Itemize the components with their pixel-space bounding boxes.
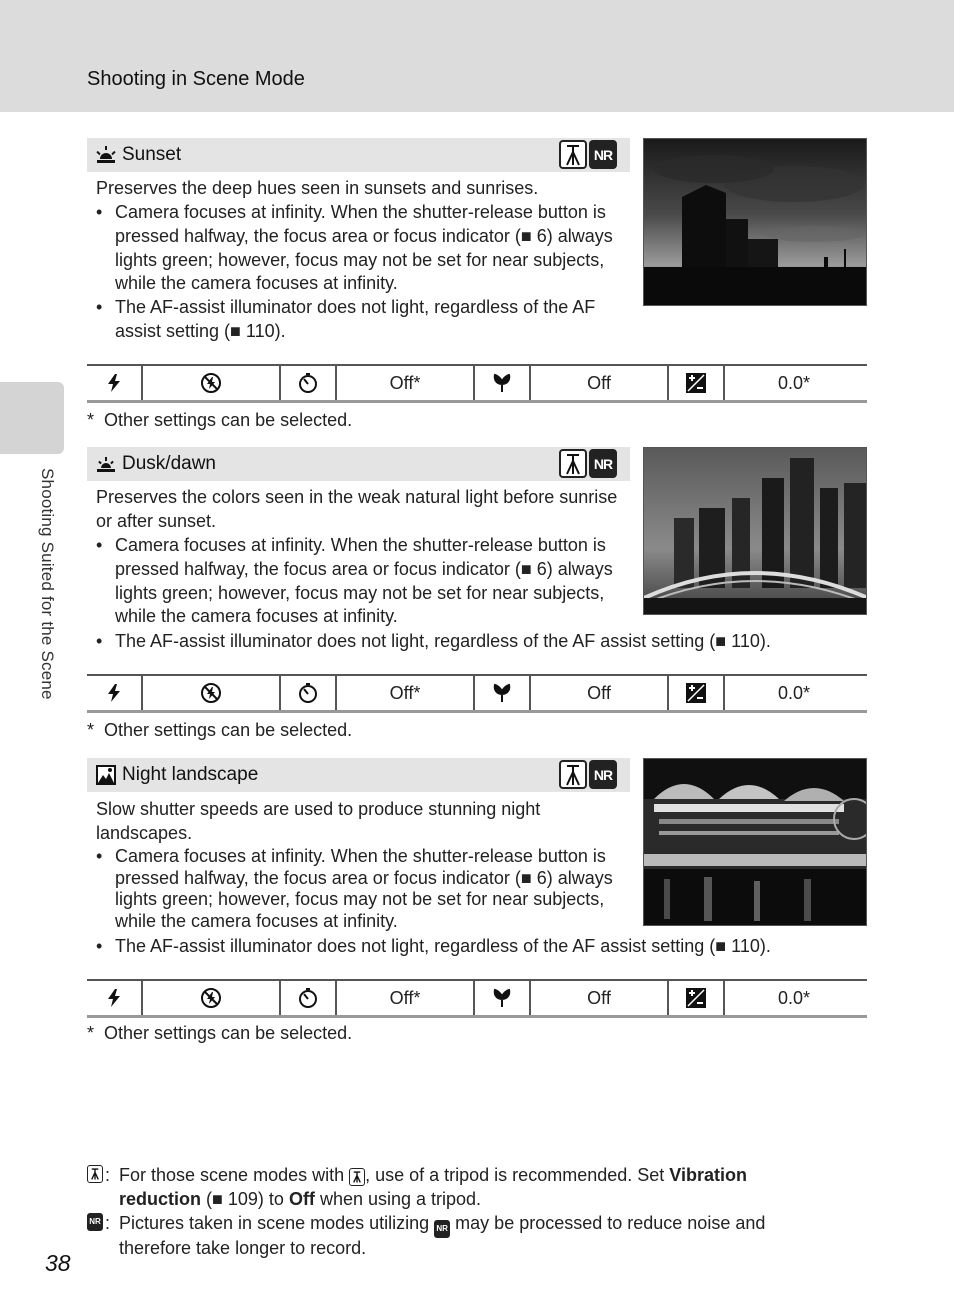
tripod-note-text: For those scene modes with <box>119 1165 350 1185</box>
settings-row <box>87 674 867 713</box>
tripod-badge <box>559 449 587 478</box>
sunset-photo <box>643 138 867 306</box>
settings-note: * Other settings can be selected. <box>87 720 353 740</box>
tripod-icon <box>87 1165 103 1183</box>
page-number: 38 <box>45 1250 71 1276</box>
exposure-cell <box>669 366 725 400</box>
section-sunset <box>87 138 867 438</box>
list-item: • The AF-assist illuminator does not light, regardless of the AF assist setting (■ 110). <box>96 935 816 959</box>
tripod-badge <box>559 760 587 789</box>
exposure-cell <box>669 981 725 1015</box>
section-night-landscape <box>87 758 867 1058</box>
section-bullets <box>96 846 816 959</box>
section-header <box>87 758 630 792</box>
flash-icon <box>105 683 123 703</box>
colon: : <box>105 1213 111 1233</box>
self-timer-icon <box>297 987 319 1009</box>
section-description: Preserves the deep hues seen in sunsets and sunrises. <box>96 178 539 198</box>
tripod-icon <box>564 144 582 166</box>
macro-cell <box>475 366 531 400</box>
exposure-value: 0.0* <box>777 682 811 703</box>
macro-value: Off <box>531 981 669 1015</box>
exposure-compensation-icon <box>685 987 707 1009</box>
section-title: Night landscape <box>122 764 259 785</box>
section-header <box>87 138 630 172</box>
flash-icon <box>105 373 123 393</box>
tripod-footnote <box>87 1163 827 1211</box>
flash-icon <box>105 988 123 1008</box>
nr-note-text: Pictures taken in scene modes utilizing <box>119 1213 435 1233</box>
footnotes <box>87 1163 827 1260</box>
flash-off-icon <box>200 987 222 1009</box>
timer-value: Off* <box>337 366 475 400</box>
self-timer-icon <box>297 372 319 394</box>
settings-row <box>87 364 867 403</box>
exposure-compensation-icon <box>685 682 707 704</box>
section-description: Preserves the colors seen in the weak natural light before sunrise or after sunset. <box>96 487 618 531</box>
colon: : <box>105 1165 111 1185</box>
exposure-value: 0.0* <box>777 372 811 393</box>
self-timer-icon <box>297 682 319 704</box>
list-item: • The AF-assist illuminator does not light, regardless of the AF assist setting (■ 110). <box>96 296 628 344</box>
page-header <box>0 0 954 112</box>
nr-note-text: may be processed to reduce noise and therefore take longer to record. <box>119 1213 766 1258</box>
flash-cell <box>87 366 143 400</box>
section-title: Sunset <box>122 144 182 165</box>
section-title: Dusk/dawn <box>122 453 216 474</box>
flash-off-icon <box>200 682 222 704</box>
flash-off-icon <box>200 372 222 394</box>
macro-icon <box>491 987 513 1009</box>
list-item: • Camera focuses at infinity. When the shutter-release button is pressed halfway, the focus area or focus indicator (■ 6) always lights green; however, focus may not be set for near subjects, while the camera focuses at infinity. <box>96 846 628 932</box>
flash-cell <box>87 981 143 1015</box>
tripod-note-text: when using a tripod. <box>314 1189 482 1209</box>
timer-value: Off* <box>337 676 475 710</box>
exposure-cell <box>669 676 725 710</box>
settings-row <box>87 979 867 1018</box>
mode-badges <box>559 760 617 789</box>
noise-reduction-icon: NR <box>87 1213 103 1231</box>
chapter-tab <box>0 382 64 454</box>
tripod-note-text: , use of a tripod is recommended. Set <box>365 1165 670 1185</box>
noise-reduction-badge: NR <box>589 449 617 478</box>
macro-value: Off <box>531 366 669 400</box>
section-bullets <box>96 534 816 654</box>
tripod-note-text: (■ 109) to <box>201 1189 289 1209</box>
nr-footnote <box>87 1211 827 1260</box>
macro-value: Off <box>531 676 669 710</box>
tripod-icon <box>564 764 582 786</box>
page-title: Shooting in Scene Mode <box>87 68 305 90</box>
flash-value-cell <box>143 366 281 400</box>
exposure-compensation-icon <box>685 372 707 394</box>
flash-cell <box>87 676 143 710</box>
flash-value-cell <box>143 676 281 710</box>
timer-cell <box>281 366 337 400</box>
night-landscape-icon <box>96 765 116 785</box>
macro-cell <box>475 676 531 710</box>
dusk-dawn-icon <box>96 454 116 474</box>
timer-cell <box>281 676 337 710</box>
timer-value: Off* <box>337 981 475 1015</box>
list-item: • The AF-assist illuminator does not light, regardless of the AF assist setting (■ 110). <box>96 630 816 654</box>
list-item: • Camera focuses at infinity. When the shutter-release button is pressed halfway, the focus area or focus indicator (■ 6) always lights green; however, focus may not be set for near subjects, while the camera focuses at infinity. <box>96 201 628 296</box>
section-description: Slow shutter speeds are used to produce stunning night landscapes. <box>96 799 541 843</box>
section-bullets <box>96 201 628 344</box>
settings-note: * Other settings can be selected. <box>87 410 353 430</box>
noise-reduction-badge: NR <box>589 760 617 789</box>
section-header <box>87 447 630 481</box>
sunset-icon <box>96 145 116 165</box>
mode-badges <box>559 140 617 169</box>
tripod-badge <box>559 140 587 169</box>
settings-note: * Other settings can be selected. <box>87 1023 353 1043</box>
section-dusk-dawn <box>87 447 867 747</box>
tripod-icon <box>564 453 582 475</box>
macro-icon <box>491 372 513 394</box>
noise-reduction-badge: NR <box>589 140 617 169</box>
flash-value-cell <box>143 981 281 1015</box>
tripod-inline-icon <box>349 1168 365 1186</box>
timer-cell <box>281 981 337 1015</box>
noise-reduction-inline-icon: NR <box>434 1220 450 1238</box>
list-item: • Camera focuses at infinity. When the shutter-release button is pressed halfway, the focus area or focus indicator (■ 6) always lights green; however, focus may not be set for near subjects, while the camera focuses at infinity. <box>96 534 628 629</box>
mode-badges <box>559 449 617 478</box>
chapter-label: Shooting Suited for the Scene <box>38 468 57 700</box>
macro-cell <box>475 981 531 1015</box>
exposure-value: 0.0* <box>777 987 811 1008</box>
off-label: Off <box>288 1189 315 1209</box>
vibration-reduction-label: Vibration reduction <box>119 1165 747 1209</box>
macro-icon <box>491 682 513 704</box>
